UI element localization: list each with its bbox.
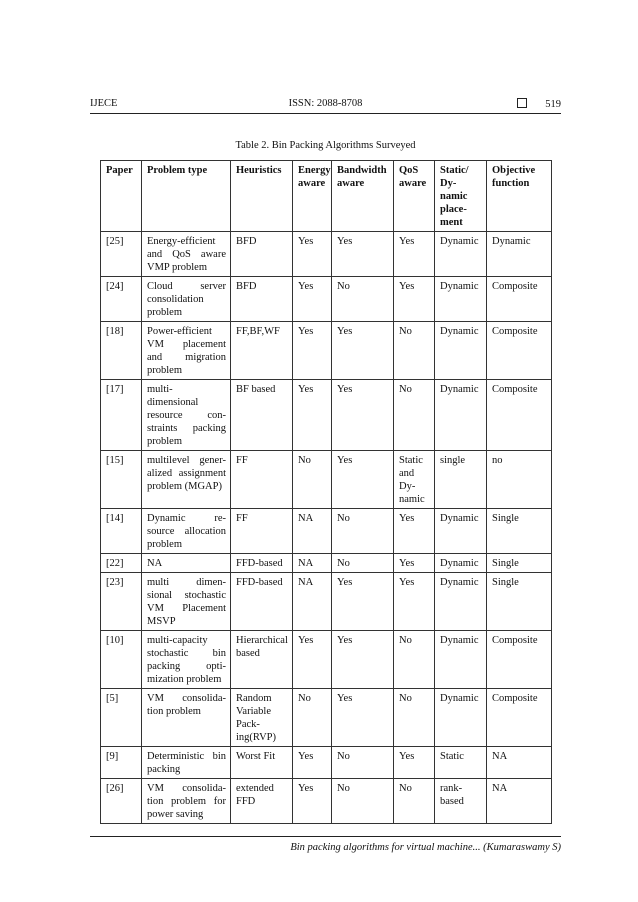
- table-cell: No: [394, 631, 435, 689]
- table-cell: No: [394, 322, 435, 380]
- table-body: [101, 232, 552, 824]
- bin-packing-table: [100, 160, 552, 824]
- col-header-objective: Objective function: [487, 161, 552, 232]
- table-cell: No: [394, 779, 435, 824]
- table-cell: Yes: [293, 779, 332, 824]
- table-cell: NA: [142, 554, 231, 573]
- table-cell: Composite: [487, 689, 552, 747]
- table-cell: Deterministic bin packing: [142, 747, 231, 779]
- table-cell: Hierarchical based: [231, 631, 293, 689]
- table-cell: Dynamic: [435, 509, 487, 554]
- col-header-paper: Paper: [101, 161, 142, 232]
- table-cell: Single: [487, 509, 552, 554]
- table-cell: Yes: [293, 322, 332, 380]
- table-cell: VM consolida- tion problem: [142, 689, 231, 747]
- table-cell: BFD: [231, 232, 293, 277]
- footer-rule: [90, 836, 561, 837]
- table-cell: No: [332, 277, 394, 322]
- table-cell: VM consolida- tion problem for power saving: [142, 779, 231, 824]
- table-cell: Dynamic: [435, 380, 487, 451]
- table-cell: Composite: [487, 631, 552, 689]
- table-cell: FF: [231, 509, 293, 554]
- table-cell: FFD-based: [231, 573, 293, 631]
- table-cell: Dynamic: [435, 554, 487, 573]
- table-row: [101, 322, 552, 380]
- table-cell: single: [435, 451, 487, 509]
- table-cell: [24]: [101, 277, 142, 322]
- journal-name: IJECE: [90, 98, 118, 109]
- table-cell: Yes: [332, 631, 394, 689]
- table-row: [101, 631, 552, 689]
- table-cell: Dynamic: [487, 232, 552, 277]
- square-icon: [517, 98, 527, 108]
- table-cell: Energy-efficient and QoS aware VMP problem: [142, 232, 231, 277]
- table-cell: Dynamic: [435, 631, 487, 689]
- table-cell: multilevel gener- alized assignment problem (MGAP): [142, 451, 231, 509]
- table-cell: Yes: [332, 451, 394, 509]
- table-cell: Yes: [332, 322, 394, 380]
- table-cell: [15]: [101, 451, 142, 509]
- table-row: [101, 277, 552, 322]
- table-cell: NA: [293, 554, 332, 573]
- table-row: [101, 554, 552, 573]
- table-cell: Yes: [293, 232, 332, 277]
- table-cell: Yes: [394, 554, 435, 573]
- table-cell: Yes: [332, 689, 394, 747]
- col-header-bandwidth-aware: Bandwidth aware: [332, 161, 394, 232]
- table-cell: [9]: [101, 747, 142, 779]
- table-cell: NA: [293, 509, 332, 554]
- table-cell: NA: [293, 573, 332, 631]
- table-cell: Power-efficient VM placement and migration problem: [142, 322, 231, 380]
- table-cell: Single: [487, 573, 552, 631]
- table-cell: Yes: [332, 232, 394, 277]
- header-right: [517, 98, 561, 110]
- table-cell: Dynamic: [435, 689, 487, 747]
- table-cell: Composite: [487, 322, 552, 380]
- table-cell: [25]: [101, 232, 142, 277]
- table-cell: Yes: [394, 573, 435, 631]
- table-cell: [23]: [101, 573, 142, 631]
- col-header-qos-aware: QoS aware: [394, 161, 435, 232]
- table-row: [101, 689, 552, 747]
- table-cell: No: [293, 451, 332, 509]
- table-cell: Yes: [332, 573, 394, 631]
- table-cell: Yes: [394, 747, 435, 779]
- table-cell: Dynamic re- source allocation problem: [142, 509, 231, 554]
- table-cell: Yes: [293, 631, 332, 689]
- table-cell: FF: [231, 451, 293, 509]
- table-cell: No: [332, 554, 394, 573]
- table-cell: Yes: [332, 380, 394, 451]
- table-cell: NA: [487, 747, 552, 779]
- page-number: 519: [545, 99, 561, 110]
- table-cell: Composite: [487, 380, 552, 451]
- table-cell: Composite: [487, 277, 552, 322]
- table-cell: no: [487, 451, 552, 509]
- table-cell: [17]: [101, 380, 142, 451]
- table-cell: FF,BF,WF: [231, 322, 293, 380]
- table-cell: Dynamic: [435, 277, 487, 322]
- table-cell: BFD: [231, 277, 293, 322]
- table-row: [101, 380, 552, 451]
- table-cell: Yes: [293, 747, 332, 779]
- issn: ISSN: 2088-8708: [288, 98, 363, 109]
- table-cell: No: [332, 779, 394, 824]
- table-cell: Yes: [394, 232, 435, 277]
- table-cell: rank- based: [435, 779, 487, 824]
- table-caption: Table 2. Bin Packing Algorithms Surveyed: [235, 140, 416, 151]
- col-header-energy-aware: Energy aware: [293, 161, 332, 232]
- table-cell: FFD-based: [231, 554, 293, 573]
- table-cell: [18]: [101, 322, 142, 380]
- table-cell: [14]: [101, 509, 142, 554]
- table-cell: Static and Dy- namic: [394, 451, 435, 509]
- table-cell: Yes: [394, 277, 435, 322]
- header-rule: [90, 113, 561, 114]
- table-cell: Single: [487, 554, 552, 573]
- table-cell: NA: [487, 779, 552, 824]
- table-row: [101, 747, 552, 779]
- table-row: [101, 779, 552, 824]
- table-cell: No: [293, 689, 332, 747]
- table-row: [101, 232, 552, 277]
- table-cell: Cloud server consolidation problem: [142, 277, 231, 322]
- table-cell: Yes: [293, 277, 332, 322]
- table-header-row: [101, 161, 552, 232]
- table-cell: Dynamic: [435, 322, 487, 380]
- table-cell: Static: [435, 747, 487, 779]
- table-cell: No: [394, 689, 435, 747]
- table-cell: multi-capacity stochastic bin packing opti- mization problem: [142, 631, 231, 689]
- table-cell: No: [332, 509, 394, 554]
- table-row: [101, 509, 552, 554]
- col-header-heuristics: Heuristics: [231, 161, 293, 232]
- table-row: [101, 573, 552, 631]
- table-cell: No: [394, 380, 435, 451]
- table-cell: extended FFD: [231, 779, 293, 824]
- table-cell: [10]: [101, 631, 142, 689]
- running-header: [90, 96, 561, 114]
- table-cell: No: [332, 747, 394, 779]
- table-cell: multi dimen- sional stochastic VM Placement MSVP: [142, 573, 231, 631]
- table-cell: Yes: [293, 380, 332, 451]
- table-row: [101, 451, 552, 509]
- table-cell: BF based: [231, 380, 293, 451]
- table-cell: Dynamic: [435, 232, 487, 277]
- table-cell: Worst Fit: [231, 747, 293, 779]
- table-cell: Random Variable Pack- ing(RVP): [231, 689, 293, 747]
- table-cell: [26]: [101, 779, 142, 824]
- running-footer: Bin packing algorithms for virtual machine... (Kumaraswamy S): [290, 842, 561, 853]
- table-cell: [22]: [101, 554, 142, 573]
- table-cell: [5]: [101, 689, 142, 747]
- table-cell: Dynamic: [435, 573, 487, 631]
- table-cell: multi- dimensional resource con- straints packing problem: [142, 380, 231, 451]
- col-header-placement: Static/ Dy- namic place- ment: [435, 161, 487, 232]
- col-header-problem-type: Problem type: [142, 161, 231, 232]
- table-cell: Yes: [394, 509, 435, 554]
